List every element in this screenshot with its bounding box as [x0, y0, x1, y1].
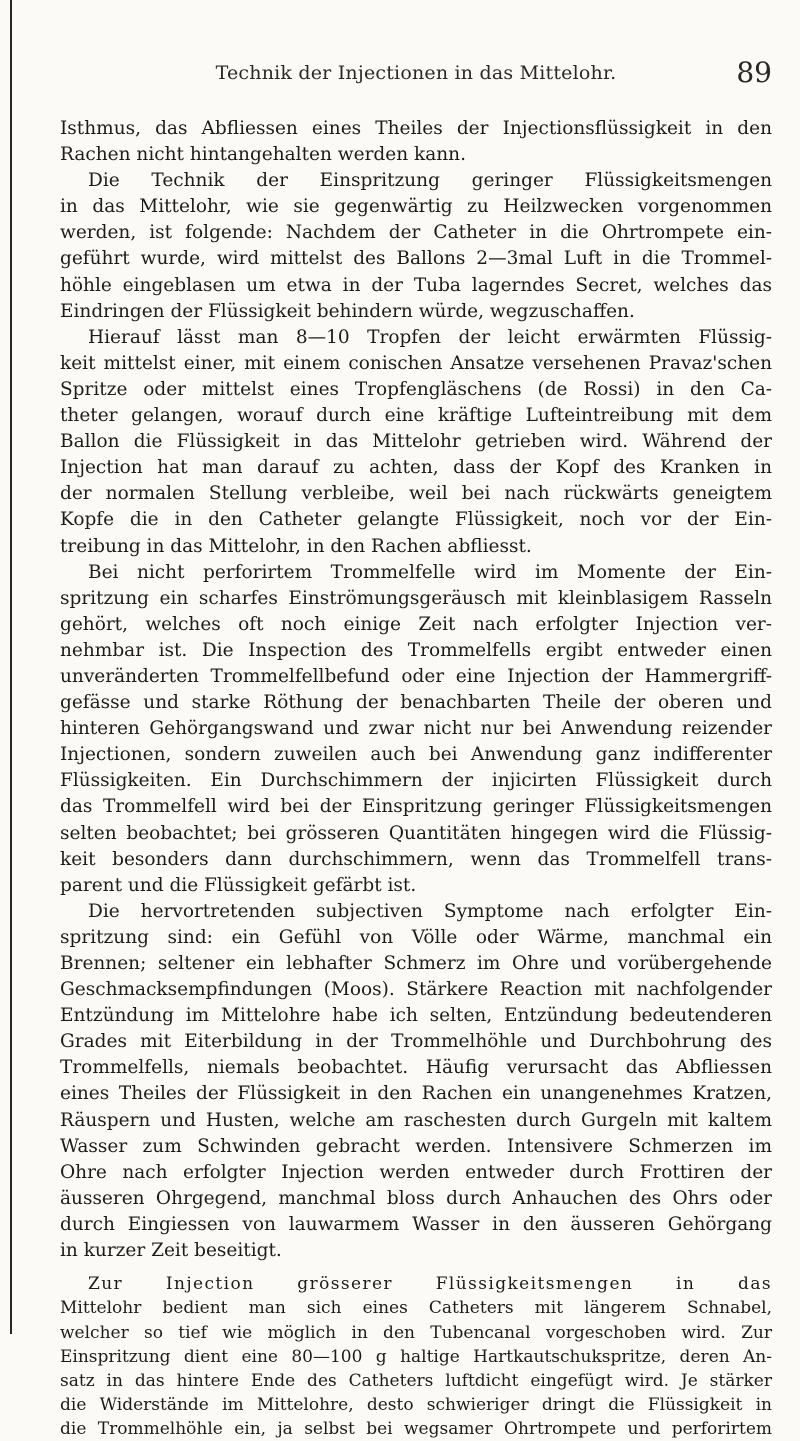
text-line: Kopfe die in den Catheter gelangte Flüssigkeit, noch vor der Ein- [60, 509, 772, 531]
text-line: Spritze oder mittelst eines Tropfengläschens (de Rossi) in den Ca- [60, 378, 772, 400]
text-line: die Widerstände im Mittelohre, desto schwieriger dringt die Flüssigkeit in [60, 1395, 772, 1416]
text-line: eines Theiles der Flüssigkeit in den Rachen ein unangenehmes Kratzen, [60, 1083, 772, 1105]
text-line: Geschmacksempfindungen (Moos). Stärkere Reaction mit nachfolgender [60, 979, 772, 1001]
text-line: Trommelfells, niemals beobachtet. Häufig verursacht das Abfliessen [60, 1057, 772, 1079]
text-line: Grades mit Eiterbildung in der Trommelhöhle und Durchbohrung des [60, 1031, 772, 1053]
text-line: gefässe und starke Röthung der benachbarten Theile der oberen und [60, 692, 772, 714]
text-line: Brennen; seltener ein lebhafter Schmerz im Ohre und vorübergehende [60, 953, 772, 974]
text-line: Ballon die Flüssigkeit in das Mittelohr getrieben wird. Während der [60, 431, 772, 453]
text-line: Die Technik der Einspritzung geringer Flüssigkeitsmengen [88, 170, 772, 192]
text-line: theter gelangen, worauf durch eine kräftige Lufteintreibung mit dem [60, 405, 772, 427]
text-line: Räuspern und Husten, welche am raschesten durch Gurgeln mit kaltem [60, 1109, 772, 1131]
text-line: welcher so tief wie möglich in den Tubencanal vorgeschoben wird. Zur [60, 1322, 772, 1343]
text-line: Die hervortretenden subjectiven Symptome nach erfolgter Ein- [88, 900, 772, 922]
text-line: spritzung sind: ein Gefühl von Völle oder Wärme, manchmal ein [60, 926, 772, 948]
small-print-section [60, 1272, 772, 1441]
text-line: Einspritzung dient eine 80—100 g haltige Hartkautschukspritze, deren An- [60, 1346, 772, 1367]
text-line: Hierauf lässt man 8—10 Tropfen der leicht erwärmten Flüssig- [88, 326, 772, 348]
text-line: Mittelohr bedient man sich eines Catheters mit längerem Schnabel, [60, 1298, 772, 1319]
text-line: satz in das hintere Ende des Catheters luftdicht eingefügt wird. Je stärker [60, 1370, 772, 1391]
text-line: höhle eingeblasen um etwa in der Tuba lagerndes Secret, welches das [60, 274, 772, 296]
text-line: Bei nicht perforirtem Trommelfelle wird im Momente der Ein- [88, 561, 772, 583]
text-line: äusseren Ohrgegend, manchmal bloss durch Anhauchen des Ohrs oder [60, 1187, 772, 1209]
text-line: treibung in das Mittelohr, in den Rachen abfliesst. [60, 535, 532, 557]
text-line: Eindringen der Flüssigkeit behindern würde, wegzuschaffen. [60, 300, 635, 322]
text-line: parent und die Flüssigkeit gefärbt ist. [60, 874, 417, 896]
text-line: Wasser zum Schwinden gebracht werden. Intensivere Schmerzen im [60, 1135, 772, 1157]
text-line: unveränderten Trommelfellbefund oder eine Injection der Hammergriff- [60, 665, 772, 687]
text-line: in kurzer Zeit beseitigt. [60, 1240, 282, 1262]
body-text [60, 116, 772, 1441]
text-line: geführt wurde, wird mittelst des Ballons 2—3mal Luft in die Trommel- [60, 248, 772, 270]
text-line: Isthmus, das Abfliessen eines Theiles der Injectionsflüssigkeit in den [60, 118, 772, 139]
text-line: gehört, welches oft noch einige Zeit nach erfolgter Injection ver- [60, 613, 772, 635]
text-line: selten beobachtet; bei grösseren Quantitäten hingegen wird die Flüssig- [60, 822, 772, 844]
text-line: nehmbar ist. Die Inspection des Trommelfells ergibt entweder einen [60, 639, 772, 661]
text-line: Injection hat man darauf zu achten, dass der Kopf des Kranken in [60, 457, 772, 479]
text-line: Flüssigkeiten. Ein Durchschimmern der injicirten Flüssigkeit durch [60, 770, 772, 792]
text-line: keit besonders dann durchschimmern, wenn das Trommelfell trans- [60, 848, 772, 870]
text-line: spritzung ein scharfes Einströmungsgeräusch mit kleinblasigem Rasseln [60, 587, 772, 609]
page-edge-line [10, 0, 12, 1334]
text-line: durch Eingiessen von lauwarmem Wasser in den äusseren Gehörgang [60, 1213, 772, 1235]
text-line: das Trommelfell wird bei der Einspritzung geringer Flüssigkeitsmengen [60, 796, 772, 818]
text-line: die Trommelhöhle ein, ja selbst bei wegsamer Ohrtrompete und perforirtem [60, 1419, 772, 1440]
page-number: 89 [736, 56, 772, 89]
text-line: keit mittelst einer, mit einem conischen Ansatze versehenen Pravaz'schen [60, 352, 772, 374]
text-line: Zur Injection grösserer Flüssigkeitsmengen in das [88, 1274, 772, 1295]
page-header [60, 56, 772, 102]
main-text [60, 116, 772, 1264]
paragraph-gap [60, 1264, 772, 1272]
text-line: der normalen Stellung verbleibe, weil bei nach rückwärts geneigtem [60, 483, 772, 505]
text-line: hinteren Gehörgangswand und zwar nicht nur bei Anwendung reizender [60, 718, 772, 740]
text-line: Rachen nicht hintangehalten werden kann. [60, 144, 466, 166]
text-line: werden, ist folgende: Nachdem der Catheter in die Ohrtrompete ein- [60, 222, 772, 244]
text-line: Injectionen, sondern zuweilen auch bei Anwendung ganz indifferenter [60, 744, 772, 766]
running-title: Technik der Injectionen in das Mittelohr. [215, 62, 617, 84]
text-line: Entzündung im Mittelohre habe ich selten, Entzündung bedeutenderen [60, 1005, 772, 1027]
text-line: in das Mittelohr, wie sie gegenwärtig zu Heilzwecken vorgenommen [60, 196, 772, 218]
text-line: Ohre nach erfolgter Injection werden entweder durch Frottiren der [60, 1161, 772, 1183]
